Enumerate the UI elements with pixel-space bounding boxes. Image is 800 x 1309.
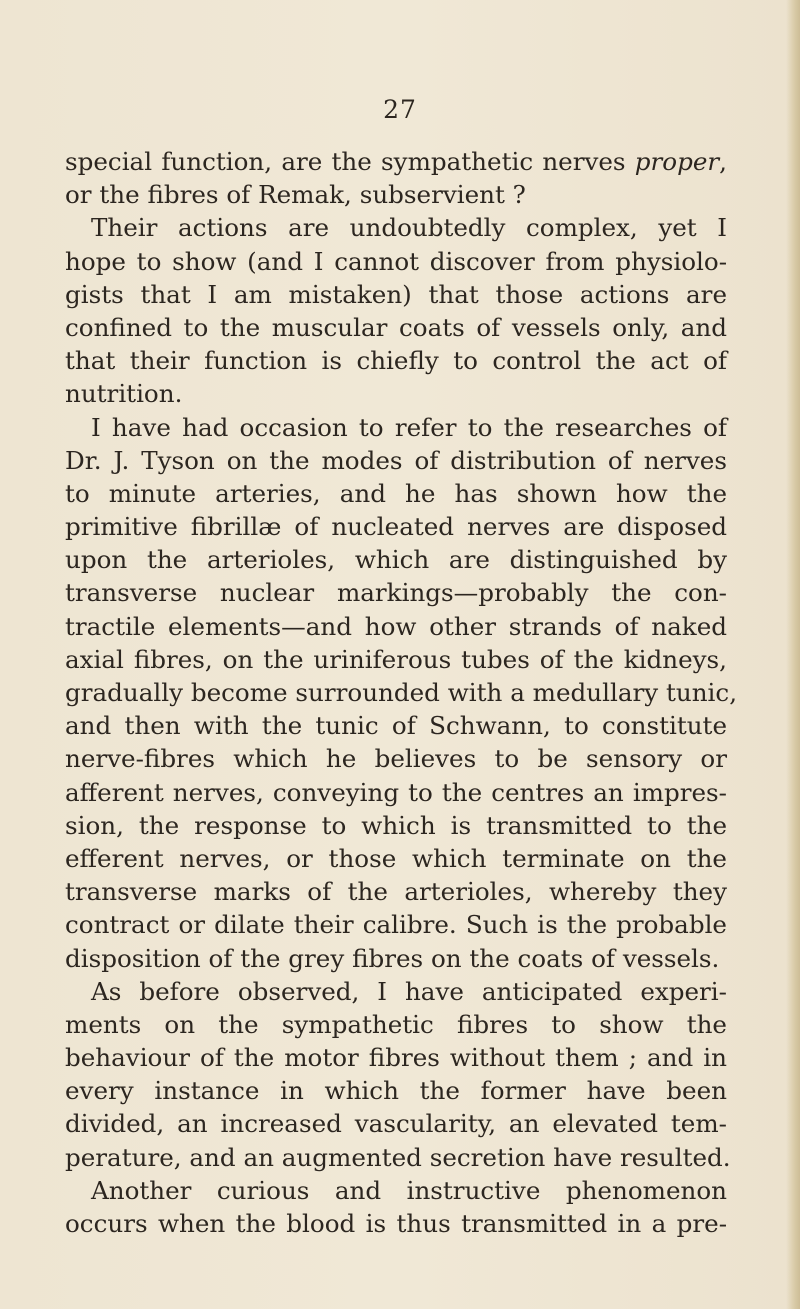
text-line: I have had occasion to refer to the researches of	[91, 412, 727, 442]
text-line: Their actions are undoubtedly complex, yet I	[91, 213, 727, 243]
text-line: As before observed, I have anticipated experi-	[91, 976, 727, 1006]
text-line: upon the arterioles, which are distinguished by	[65, 545, 727, 575]
text-line: gradually become surrounded with a medullary tunic,	[65, 678, 738, 707]
text-line: contract or dilate their calibre. Such is the probable	[65, 910, 727, 940]
text-line: divided, an increased vascularity, an elevated tem-	[65, 1109, 727, 1139]
page-edge-shadow	[786, 0, 800, 1309]
text-line: or the fibres of Remak, subservient ?	[65, 180, 526, 210]
text-line: ments on the sympathetic fibres to show the	[65, 1009, 727, 1039]
text-line: Dr. J. Tyson on the modes of distribution of nerves	[65, 445, 727, 475]
text-line: Another curious and instructive phenomenon	[91, 1175, 727, 1205]
text-line: gists that I am mistaken) that those actions are	[65, 279, 727, 309]
page-number: 27	[383, 95, 417, 124]
text-line: sion, the response to which is transmitted to the	[65, 810, 727, 840]
text-line: behaviour of the motor fibres without them ; and in	[65, 1043, 727, 1073]
text-line: occurs when the blood is thus transmitted in a pre-	[65, 1209, 727, 1238]
text-line: nutrition.	[65, 379, 183, 409]
text-line: primitive fibrillæ of nucleated nerves are disposed	[65, 512, 727, 542]
text-line: to minute arteries, and he has shown how the	[65, 478, 727, 508]
text-line: that their function is chiefly to control the act of	[65, 346, 727, 376]
text-line: hope to show (and I cannot discover from physiolo-	[65, 246, 727, 276]
text-line: nerve-fibres which he believes to be sensory or	[65, 744, 727, 774]
text-line: and then with the tunic of Schwann, to constitute	[65, 711, 727, 741]
text-line: disposition of the grey fibres on the coats of vessels.	[65, 943, 720, 973]
text-line: axial fibres, on the uriniferous tubes of the kidneys,	[65, 644, 727, 674]
text-line: special function, are the sympathetic nerves proper,	[65, 147, 727, 176]
text-line: every instance in which the former have been	[65, 1076, 727, 1106]
text-line: afferent nerves, conveying to the centres an impres-	[65, 777, 727, 807]
text-line: efferent nerves, or those which terminate on the	[65, 843, 727, 873]
text-line: transverse marks of the arterioles, whereby they	[65, 877, 727, 907]
text-line: perature, and an augmented secretion have resulted.	[65, 1142, 731, 1172]
italic-word: proper	[634, 147, 720, 176]
text-line: confined to the muscular coats of vessels only, and	[65, 312, 727, 342]
text-line: transverse nuclear markings—probably the con-	[65, 578, 727, 608]
body-text	[65, 145, 738, 1240]
text-line: tractile elements—and how other strands of naked	[65, 611, 727, 641]
